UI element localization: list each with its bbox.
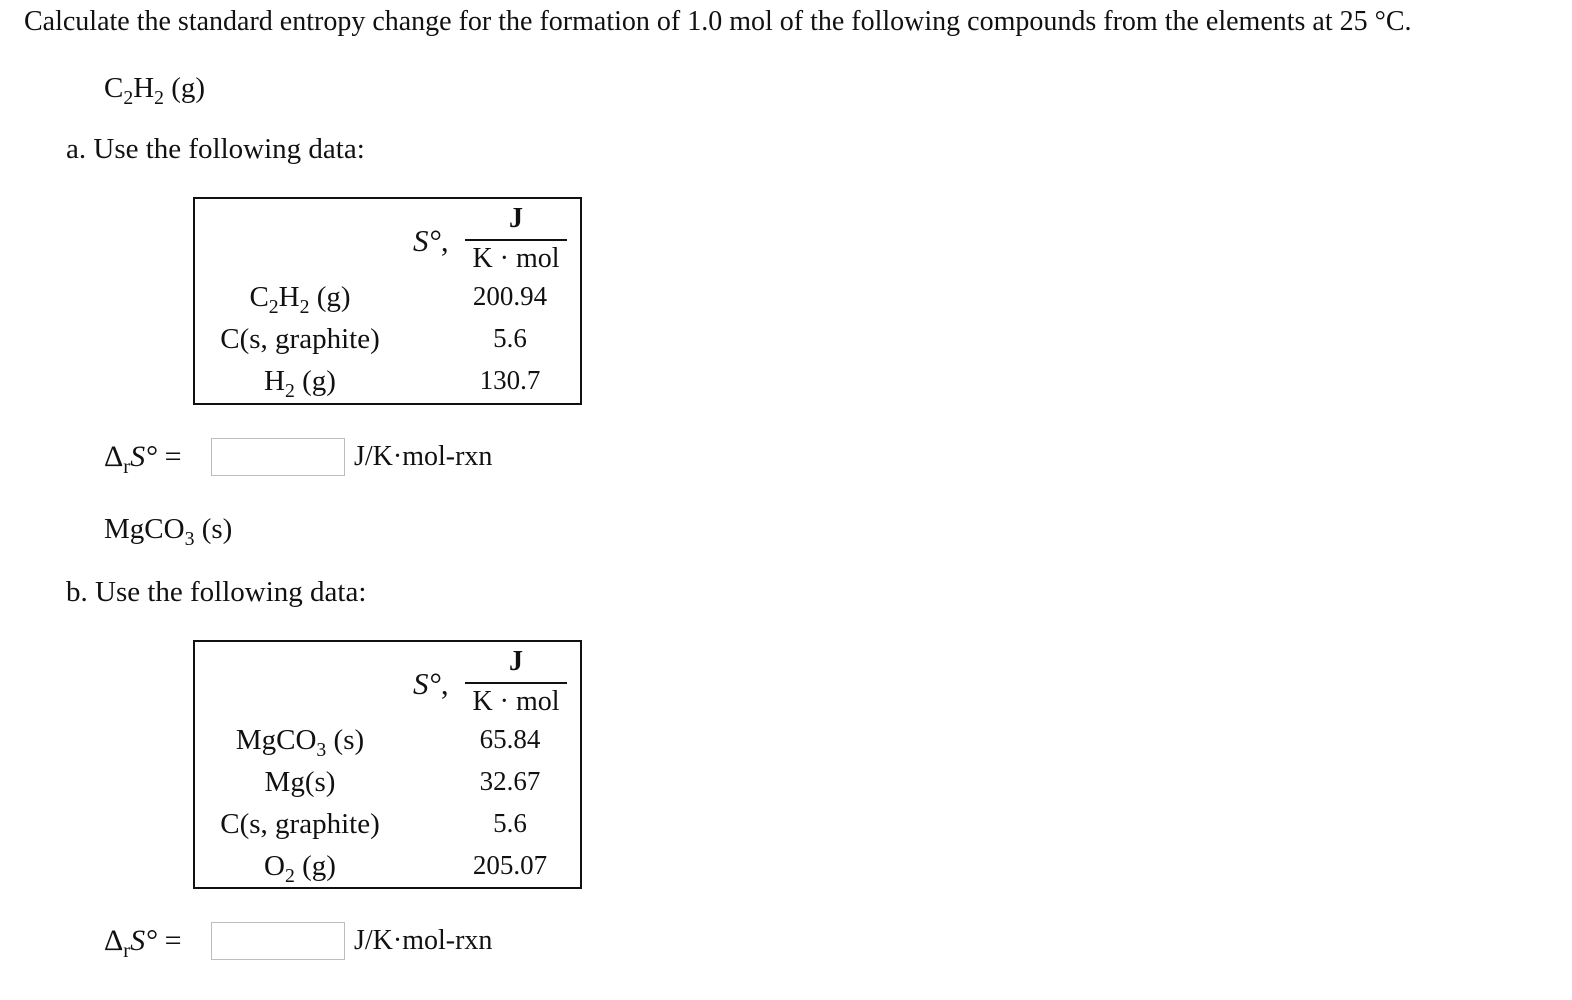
table-b-row-name: MgCO$_3$ (s) bbox=[235, 724, 365, 761]
table-b-row-name: C(s, graphite) bbox=[220, 808, 380, 840]
table-a-row-name: C(s, graphite) bbox=[220, 323, 380, 355]
table-a-unit-fraction: J K · mol bbox=[465, 203, 567, 275]
table-b-row-name: Mg(s) bbox=[264, 766, 336, 798]
answer-b-input[interactable] bbox=[211, 922, 345, 960]
table-a-row-value: 130.7 bbox=[479, 365, 541, 395]
table-a-row-value: 5.6 bbox=[493, 323, 527, 353]
compound-b-formula: MgCO$_3$ (s) bbox=[104, 513, 233, 550]
table-b-row-value: 65.84 bbox=[479, 724, 541, 754]
data-table-a bbox=[193, 197, 582, 405]
answer-a-label: $\Delta_rS^\circ$ = bbox=[104, 440, 182, 478]
table-a-row-name: $H_2$ (g) bbox=[264, 365, 336, 402]
answer-a-input[interactable] bbox=[211, 438, 345, 476]
table-b-row-value: 5.6 bbox=[493, 808, 527, 838]
table-a-entropy-symbol: S°, bbox=[413, 223, 449, 258]
data-table-b bbox=[193, 640, 582, 889]
table-a-row-value: 200.94 bbox=[472, 281, 548, 311]
question-text: Calculate the standard entropy change for the formation of 1.0 mol of the following compounds from the elements at 25 °C. bbox=[24, 6, 1412, 37]
table-b-row-name: $O_2$ (g) bbox=[264, 850, 336, 887]
answer-b-label: $\Delta_rS^\circ$ = bbox=[104, 924, 182, 962]
table-b-row-value: 32.67 bbox=[479, 766, 541, 796]
table-b-unit-fraction: J K · mol bbox=[465, 646, 567, 718]
part-b-label: b. Use the following data: bbox=[66, 576, 367, 608]
table-a-row-name: $C_2H_2$ (g) bbox=[249, 281, 351, 318]
part-a-label: a. Use the following data: bbox=[66, 133, 365, 165]
table-b-row-value: 205.07 bbox=[472, 850, 548, 880]
table-b-entropy-symbol: S°, bbox=[413, 666, 449, 701]
answer-a-unit: J/K·mol-rxn bbox=[354, 441, 493, 472]
compound-a-formula: $C_2H_2$ (g) bbox=[104, 72, 206, 109]
answer-b-unit: J/K·mol-rxn bbox=[354, 925, 493, 956]
